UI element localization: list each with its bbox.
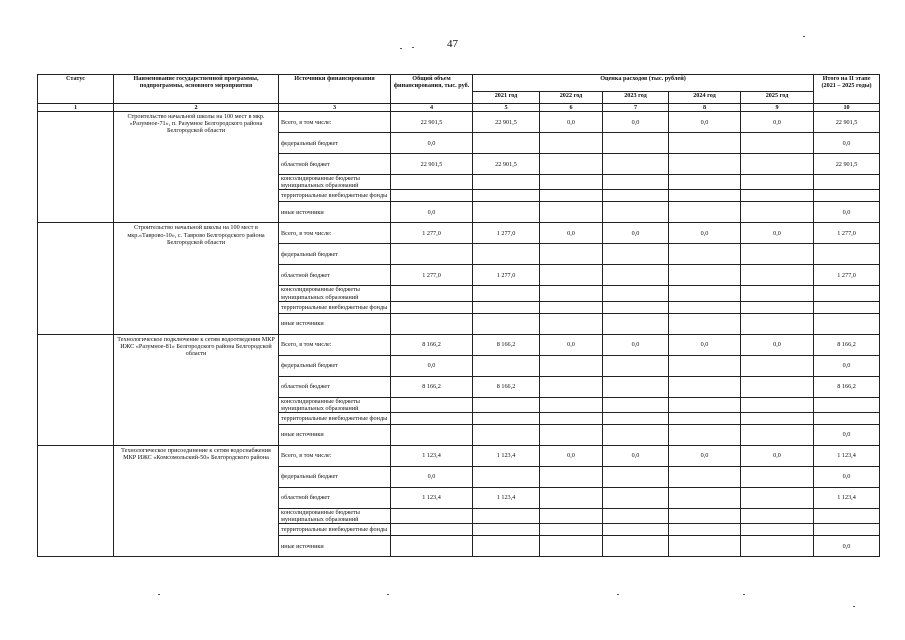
amount-cell — [669, 301, 741, 313]
funding-source: консолидированные бюджеты муниципальных образований — [279, 286, 391, 301]
amount-cell — [603, 265, 669, 286]
budget-table — [37, 74, 880, 557]
scan-speck — [803, 36, 805, 37]
funding-source: иные источники — [279, 202, 391, 223]
amount-cell — [741, 424, 814, 445]
amount-cell: 0,0 — [814, 355, 880, 376]
funding-source: федеральный бюджет — [279, 466, 391, 487]
amount-cell — [391, 424, 473, 445]
amount-cell — [741, 313, 814, 334]
amount-cell: 22 901,5 — [391, 112, 473, 133]
funding-source: федеральный бюджет — [279, 244, 391, 265]
amount-cell — [473, 524, 540, 536]
amount-cell — [540, 133, 603, 154]
funding-source: территориальные внебюджетные фонды — [279, 524, 391, 536]
funding-source: Всего, в том числе: — [279, 334, 391, 355]
amount-cell — [603, 313, 669, 334]
amount-cell — [603, 286, 669, 301]
amount-cell — [391, 524, 473, 536]
funding-source: Всего, в том числе: — [279, 445, 391, 466]
amount-cell — [741, 202, 814, 223]
amount-cell — [669, 313, 741, 334]
amount-cell — [540, 524, 603, 536]
amount-cell — [473, 202, 540, 223]
amount-cell: 8 166,2 — [814, 376, 880, 397]
amount-cell — [540, 412, 603, 424]
funding-source: федеральный бюджет — [279, 133, 391, 154]
amount-cell — [540, 487, 603, 508]
amount-cell — [741, 175, 814, 190]
column-number: 3 — [279, 104, 391, 112]
amount-cell: 0,0 — [391, 133, 473, 154]
amount-cell — [814, 301, 880, 313]
measure-name: Технологическое присоединение к сетям водоснабжения МКР ИЖС «Комсомольский-50» Белгородского района — [114, 445, 279, 556]
amount-cell — [603, 301, 669, 313]
amount-cell — [669, 508, 741, 523]
amount-cell — [814, 244, 880, 265]
scan-speck — [743, 594, 745, 595]
table-row — [38, 334, 880, 355]
amount-cell: 1 123,4 — [391, 445, 473, 466]
amount-cell — [391, 190, 473, 202]
scan-speck — [158, 594, 160, 595]
measure-name: Строительство начальной школы на 100 мест в мкр. «Разумное-71», п. Разумное Белгородского района Белгородской области — [114, 112, 279, 223]
amount-cell: 0,0 — [669, 445, 741, 466]
funding-source: консолидированные бюджеты муниципальных образований — [279, 508, 391, 523]
amount-cell: 0,0 — [540, 112, 603, 133]
amount-cell — [669, 376, 741, 397]
amount-cell — [814, 524, 880, 536]
amount-cell — [473, 466, 540, 487]
amount-cell — [473, 301, 540, 313]
table-row — [38, 112, 880, 133]
amount-cell — [814, 286, 880, 301]
amount-cell: 1 277,0 — [814, 265, 880, 286]
amount-cell: 0,0 — [540, 445, 603, 466]
amount-cell: 0,0 — [540, 334, 603, 355]
amount-cell: 22 901,5 — [391, 154, 473, 175]
amount-cell — [669, 265, 741, 286]
column-number-row — [38, 104, 880, 112]
amount-cell — [540, 190, 603, 202]
measure-name: Строительство начальной школы на 100 мест в мкр.«Таврово-10», с. Таврово Белгородского района Белгородской области — [114, 223, 279, 334]
amount-cell — [540, 397, 603, 412]
table-body — [38, 112, 880, 557]
amount-cell — [741, 466, 814, 487]
amount-cell — [603, 487, 669, 508]
funding-source: консолидированные бюджеты муниципальных образований — [279, 175, 391, 190]
amount-cell: 0,0 — [391, 466, 473, 487]
amount-cell — [669, 412, 741, 424]
amount-cell: 8 166,2 — [391, 376, 473, 397]
amount-cell — [741, 536, 814, 557]
amount-cell — [741, 265, 814, 286]
amount-cell — [473, 508, 540, 523]
amount-cell — [540, 466, 603, 487]
amount-cell: 0,0 — [741, 223, 814, 244]
amount-cell — [814, 412, 880, 424]
amount-cell — [669, 524, 741, 536]
amount-cell: 0,0 — [603, 223, 669, 244]
header-year: 2024 год — [669, 92, 741, 104]
amount-cell — [473, 175, 540, 190]
scan-speck — [412, 47, 414, 48]
amount-cell — [540, 175, 603, 190]
amount-cell: 0,0 — [814, 133, 880, 154]
amount-cell — [669, 202, 741, 223]
scan-speck — [400, 48, 402, 49]
header-year: 2025 год — [741, 92, 814, 104]
amount-cell — [669, 355, 741, 376]
amount-cell — [741, 244, 814, 265]
amount-cell — [603, 175, 669, 190]
amount-cell — [391, 536, 473, 557]
measure-name: Технологическое подключение к сетям водоотведения МКР ИЖС «Разумное-81» Белгородского района Белгородской области — [114, 334, 279, 445]
funding-source: областной бюджет — [279, 487, 391, 508]
funding-source: иные источники — [279, 313, 391, 334]
column-number: 10 — [814, 104, 880, 112]
header-total: Общий объем финансирования, тыс. руб. — [391, 75, 473, 104]
scan-speck — [387, 594, 389, 595]
amount-cell — [540, 376, 603, 397]
table-row — [38, 223, 880, 244]
status-cell — [38, 223, 114, 334]
status-cell — [38, 334, 114, 445]
amount-cell — [741, 397, 814, 412]
column-number: 2 — [114, 104, 279, 112]
header-estimate: Оценка расходов (тыс. рублей) — [473, 75, 814, 92]
amount-cell — [603, 355, 669, 376]
amount-cell — [473, 412, 540, 424]
amount-cell — [603, 244, 669, 265]
amount-cell — [540, 355, 603, 376]
amount-cell: 8 166,2 — [473, 376, 540, 397]
amount-cell: 0,0 — [741, 334, 814, 355]
amount-cell — [473, 536, 540, 557]
amount-cell: 1 277,0 — [391, 265, 473, 286]
amount-cell — [391, 313, 473, 334]
header-status: Статус — [38, 75, 114, 104]
amount-cell: 1 123,4 — [391, 487, 473, 508]
header-stage-total: Итого на II этапе (2021 – 2025 годы) — [814, 75, 880, 104]
funding-source: Всего, в том числе: — [279, 112, 391, 133]
amount-cell — [540, 265, 603, 286]
header-source: Источники финансирования — [279, 75, 391, 104]
header-year: 2022 год — [540, 92, 603, 104]
amount-cell — [603, 376, 669, 397]
amount-cell: 8 166,2 — [391, 334, 473, 355]
amount-cell: 0,0 — [814, 466, 880, 487]
column-number: 5 — [473, 104, 540, 112]
amount-cell — [391, 244, 473, 265]
amount-cell — [741, 355, 814, 376]
column-number: 9 — [741, 104, 814, 112]
amount-cell — [741, 487, 814, 508]
amount-cell — [603, 508, 669, 523]
amount-cell: 0,0 — [391, 355, 473, 376]
amount-cell — [669, 536, 741, 557]
amount-cell — [473, 190, 540, 202]
amount-cell: 1 277,0 — [391, 223, 473, 244]
amount-cell — [669, 133, 741, 154]
amount-cell — [540, 286, 603, 301]
amount-cell: 0,0 — [669, 334, 741, 355]
amount-cell — [669, 397, 741, 412]
amount-cell — [473, 397, 540, 412]
column-number: 1 — [38, 104, 114, 112]
amount-cell: 0,0 — [391, 202, 473, 223]
amount-cell: 1 123,4 — [814, 487, 880, 508]
amount-cell: 0,0 — [814, 424, 880, 445]
amount-cell: 8 166,2 — [814, 334, 880, 355]
amount-cell: 1 277,0 — [814, 223, 880, 244]
amount-cell — [473, 244, 540, 265]
amount-cell — [540, 536, 603, 557]
funding-source: областной бюджет — [279, 376, 391, 397]
column-number: 8 — [669, 104, 741, 112]
amount-cell — [669, 190, 741, 202]
status-cell — [38, 445, 114, 556]
amount-cell — [473, 133, 540, 154]
amount-cell: 0,0 — [814, 536, 880, 557]
amount-cell: 0,0 — [603, 445, 669, 466]
amount-cell: 22 901,5 — [473, 112, 540, 133]
scan-speck — [617, 594, 619, 595]
amount-cell — [603, 202, 669, 223]
column-number: 6 — [540, 104, 603, 112]
amount-cell — [473, 313, 540, 334]
amount-cell — [814, 313, 880, 334]
scan-speck — [853, 606, 855, 607]
amount-cell: 0,0 — [603, 112, 669, 133]
amount-cell — [603, 397, 669, 412]
amount-cell — [473, 424, 540, 445]
amount-cell — [741, 524, 814, 536]
amount-cell: 22 901,5 — [814, 112, 880, 133]
amount-cell — [603, 133, 669, 154]
funding-source: территориальные внебюджетные фонды — [279, 412, 391, 424]
amount-cell — [741, 508, 814, 523]
status-cell — [38, 112, 114, 223]
amount-cell: 1 277,0 — [473, 265, 540, 286]
funding-source: консолидированные бюджеты муниципальных образований — [279, 397, 391, 412]
amount-cell: 1 123,4 — [473, 487, 540, 508]
amount-cell — [540, 424, 603, 445]
amount-cell — [814, 397, 880, 412]
funding-source: иные источники — [279, 536, 391, 557]
funding-source: территориальные внебюджетные фонды — [279, 301, 391, 313]
funding-source: территориальные внебюджетные фонды — [279, 190, 391, 202]
page-number: 47 — [447, 38, 458, 50]
amount-cell — [391, 286, 473, 301]
amount-cell: 8 166,2 — [473, 334, 540, 355]
funding-source: иные источники — [279, 424, 391, 445]
column-number: 7 — [603, 104, 669, 112]
amount-cell — [669, 487, 741, 508]
amount-cell: 0,0 — [669, 112, 741, 133]
amount-cell: 0,0 — [540, 223, 603, 244]
amount-cell — [741, 301, 814, 313]
header-year: 2023 год — [603, 92, 669, 104]
amount-cell — [741, 190, 814, 202]
amount-cell — [741, 154, 814, 175]
amount-cell: 1 123,4 — [473, 445, 540, 466]
amount-cell — [603, 424, 669, 445]
amount-cell — [741, 133, 814, 154]
header-year: 2021 год — [473, 92, 540, 104]
amount-cell — [603, 190, 669, 202]
amount-cell — [540, 301, 603, 313]
amount-cell — [391, 175, 473, 190]
funding-source: федеральный бюджет — [279, 355, 391, 376]
amount-cell: 22 901,5 — [814, 154, 880, 175]
amount-cell — [603, 524, 669, 536]
funding-source: областной бюджет — [279, 265, 391, 286]
amount-cell — [741, 286, 814, 301]
amount-cell — [669, 424, 741, 445]
amount-cell — [603, 412, 669, 424]
amount-cell — [540, 508, 603, 523]
amount-cell — [540, 244, 603, 265]
amount-cell — [391, 397, 473, 412]
table-header — [38, 75, 880, 112]
header-name: Наименование государственной программы, подпрограммы, основного мероприятия — [114, 75, 279, 104]
amount-cell — [391, 412, 473, 424]
amount-cell — [540, 313, 603, 334]
funding-source: Всего, в том числе: — [279, 223, 391, 244]
amount-cell: 0,0 — [741, 445, 814, 466]
amount-cell — [603, 154, 669, 175]
amount-cell — [814, 508, 880, 523]
amount-cell — [540, 202, 603, 223]
amount-cell — [741, 412, 814, 424]
amount-cell — [814, 175, 880, 190]
amount-cell — [603, 466, 669, 487]
amount-cell — [391, 301, 473, 313]
amount-cell — [669, 154, 741, 175]
amount-cell: 0,0 — [603, 334, 669, 355]
amount-cell — [391, 508, 473, 523]
amount-cell — [669, 466, 741, 487]
amount-cell — [669, 286, 741, 301]
amount-cell — [473, 286, 540, 301]
amount-cell — [669, 244, 741, 265]
amount-cell: 1 123,4 — [814, 445, 880, 466]
amount-cell: 0,0 — [741, 112, 814, 133]
amount-cell — [741, 376, 814, 397]
table-row — [38, 445, 880, 466]
amount-cell — [669, 175, 741, 190]
amount-cell: 0,0 — [814, 202, 880, 223]
column-number: 4 — [391, 104, 473, 112]
amount-cell — [540, 154, 603, 175]
amount-cell — [814, 190, 880, 202]
amount-cell — [603, 536, 669, 557]
amount-cell: 1 277,0 — [473, 223, 540, 244]
amount-cell: 22 901,5 — [473, 154, 540, 175]
amount-cell: 0,0 — [669, 223, 741, 244]
funding-source: областной бюджет — [279, 154, 391, 175]
amount-cell — [473, 355, 540, 376]
